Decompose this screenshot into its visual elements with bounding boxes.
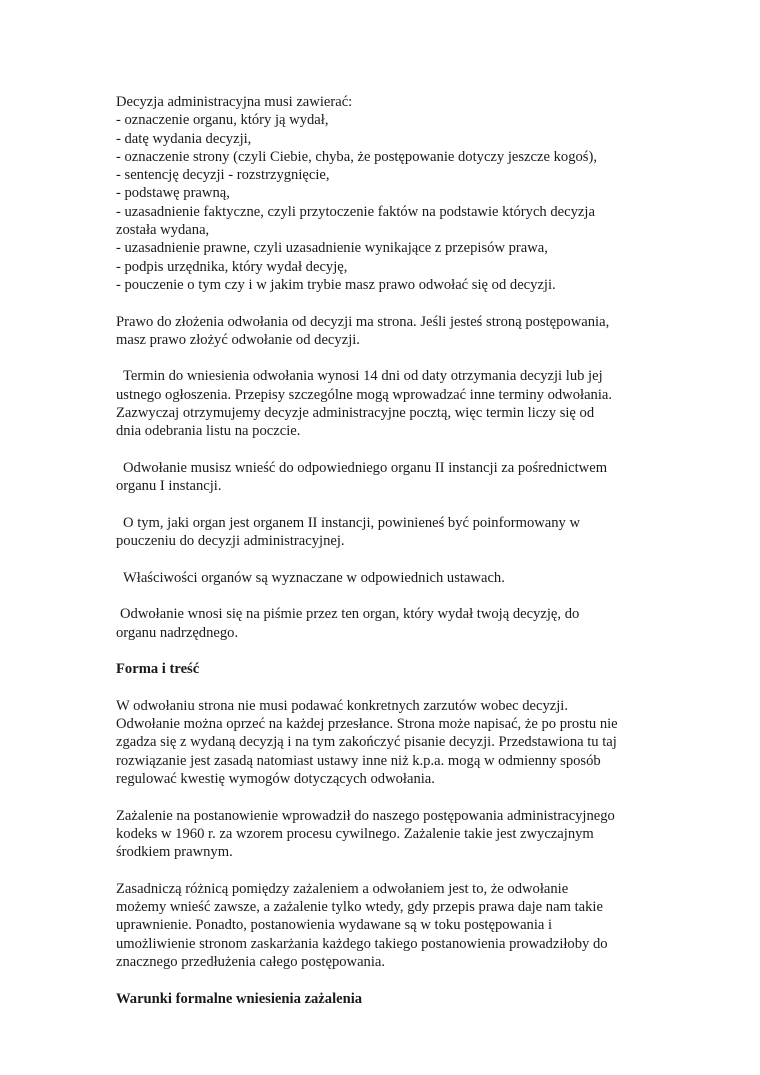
list-item: - uzasadnienie prawne, czyli uzasadnienie wynikające z przepisów prawa, [116,240,548,257]
paragraph-line: Termin do wniesienia odwołania wynosi 14 dni od daty otrzymania decyzji lub jej [123,368,603,385]
paragraph-filing [116,605,656,642]
paragraph-line: zgadza się z wydaną decyzją i na tym zakończyć pisanie decyzji. Przedstawiona tu taj [116,734,617,751]
document-page [116,93,656,1008]
paragraph-line: Prawo do złożenia odwołania od decyzji ma strona. Jeśli jesteś stroną postępowania, [116,313,610,330]
paragraph-complaint-history [116,807,656,862]
paragraph-line: O tym, jaki organ jest organem II instancji, powinieneś być poinformowany w [123,514,581,531]
list-item: - oznaczenie strony (czyli Ciebie, chyba, że postępowanie dotyczy jeszcze kogoś), [116,148,597,165]
paragraph-line: uprawnienie. Ponadto, postanowienia wydawane są w toku postępowania i [116,917,553,934]
paragraph-line: ustnego ogłoszenia. Przepisy szczególne mogą wprowadzać inne terminy odwołania. [116,386,613,403]
paragraph-line: rozwiązanie jest zasadą natomiast ustawy inne niż k.p.a. mogą w odmienny sposób [116,752,601,769]
paragraph-line: środkiem prawnym. [116,844,233,861]
list-item: - sentencję decyzji - rozstrzygnięcie, [116,167,330,184]
section-heading-forma: Forma i treść [116,661,200,678]
paragraph-line: masz prawo złożyć odwołanie od decyzji. [116,331,360,348]
list-block [116,93,656,294]
paragraph-line: organu I instancji. [116,478,222,495]
paragraph-second-instance [116,459,656,496]
paragraph-no-objections [116,697,656,788]
list-intro: Decyzja administracyjna musi zawierać: [116,94,353,110]
paragraph-line: możemy wnieść zawsze, a zażalenie tylko wtedy, gdy przepis prawa daje nam takie [116,899,603,916]
section-heading-warunki: Warunki formalne wniesienia zażalenia [116,990,363,1007]
paragraph-line: Właściwości organów są wyznaczane w odpowiednich ustawach. [123,569,505,586]
paragraph-line: kodeks w 1960 r. za wzorem procesu cywilnego. Zażalenie takie jest zwyczajnym [116,825,594,842]
list-item: została wydana, [116,222,210,239]
paragraph-line: pouczeniu do decyzji administracyjnej. [116,533,345,550]
paragraph-line: Odwołanie wnosi się na piśmie przez ten organ, który wydał twoją decyzję, do [120,606,580,623]
list-item: - datę wydania decyzji, [116,130,252,147]
paragraph-line: Odwołanie musisz wnieść do odpowiedniego organu II instancji za pośrednictwem [123,459,608,476]
paragraph-instruction [116,514,656,551]
paragraph-line: dnia odebrania listu na poczcie. [116,423,301,440]
list-item: - podstawę prawną, [116,185,230,202]
paragraph-line: W odwołaniu strona nie musi podawać konkretnych zarzutów wobec decyzji. [116,697,568,714]
paragraph-line: Zazwyczaj otrzymujemy decyzje administracyjne pocztą, więc termin liczy się od [116,405,595,422]
paragraph-line: znacznego przedłużenia całego postępowania. [116,953,386,970]
list-item: - pouczenie o tym czy i w jakim trybie masz prawo odwołać się od decyzji. [116,276,556,293]
paragraph-line: organu nadrzędnego. [116,624,239,641]
list-item: - podpis urzędnika, który wydał decyję, [116,258,348,275]
paragraph-line: Zasadniczą różnicą pomiędzy zażaleniem a odwołaniem jest to, że odwołanie [116,880,569,897]
paragraph-right-to-appeal [116,313,656,350]
paragraph-difference [116,880,656,971]
list-item: - uzasadnienie faktyczne, czyli przytoczenie faktów na podstawie których decyzja [116,203,595,220]
paragraph-competence [116,569,656,587]
paragraph-line: Odwołanie można oprzeć na każdej przesłance. Strona może napisać, że po prostu nie [116,716,618,733]
paragraph-deadline [116,367,656,440]
paragraph-line: regulować kwestię wymogów dotyczących odwołania. [116,770,435,787]
list-item: - oznaczenie organu, który ją wydał, [116,112,329,129]
paragraph-line: Zażalenie na postanowienie wprowadził do naszego postępowania administracyjnego [116,807,615,824]
paragraph-line: umożliwienie stronom zaskarżania każdego takiego postanowienia prowadziłoby do [116,935,608,952]
